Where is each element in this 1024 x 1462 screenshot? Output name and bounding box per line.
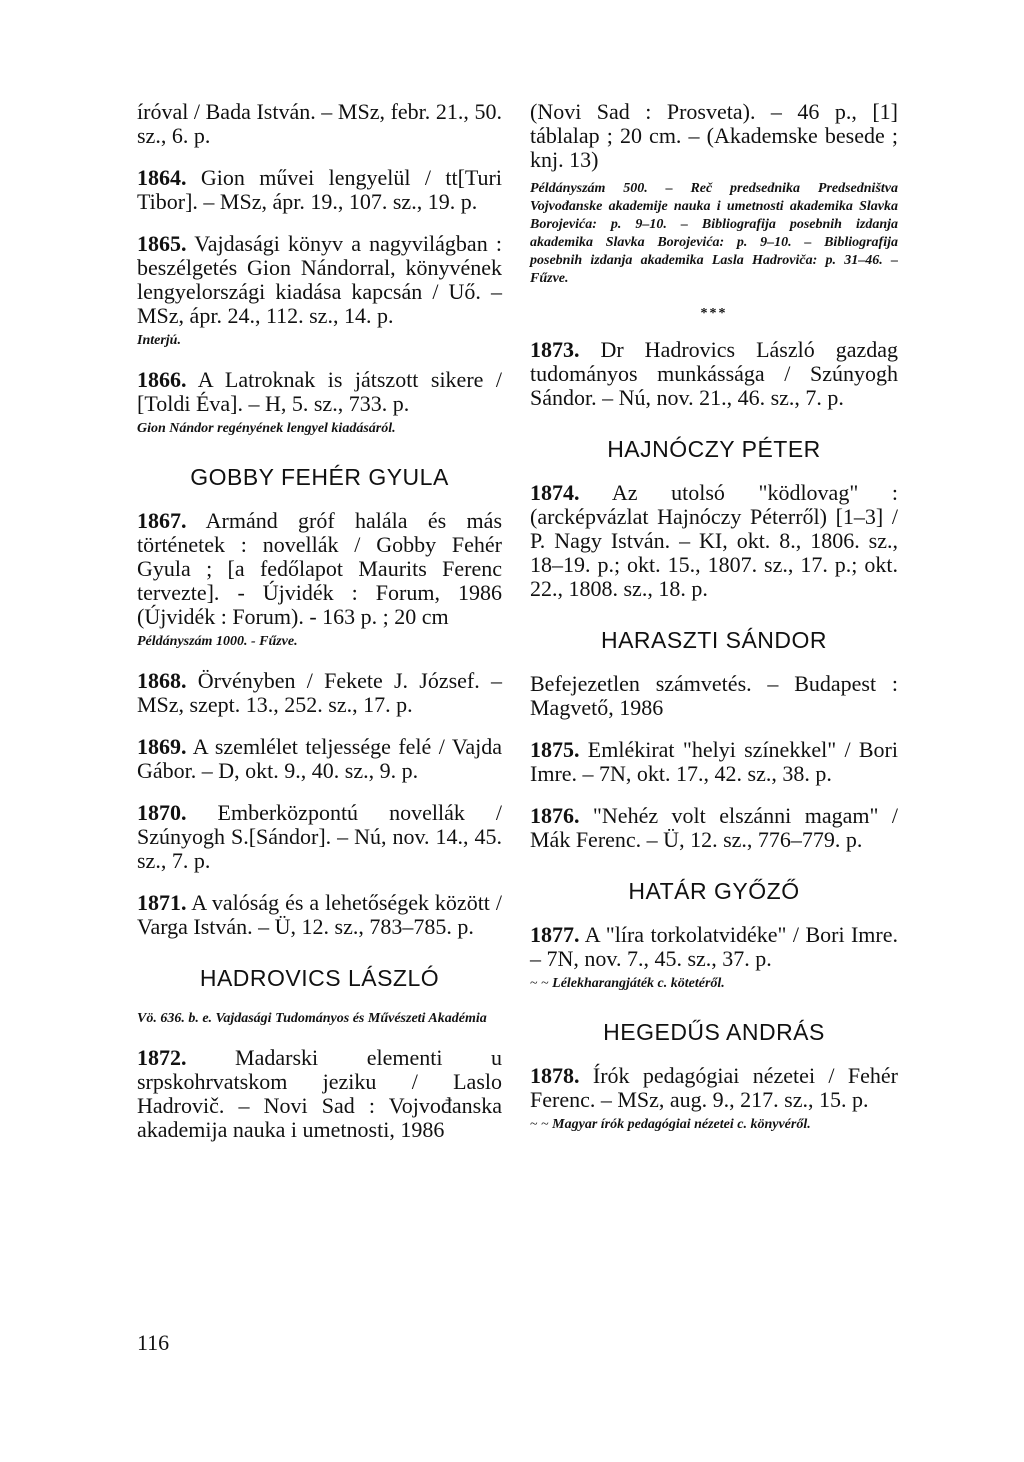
entry-number: 1873. — [530, 337, 580, 362]
entry-text: Emlékirat "helyi színekkel" / Bori Imre. – 7N, okt. 17., 42. sz., 38. p. — [530, 737, 898, 786]
entry-text: Dr Hadrovics László gazdag tudományos munkássága / Szúnyogh Sándor. – Nú, nov. 21., 46. sz., 7. p. — [530, 337, 898, 410]
entry-text: Madarski elementi u srpskohrvatskom jeziku / Laslo Hadrovič. – Novi Sad : Vojvođanska akademija nauka i umetnosti, 1986 — [137, 1045, 502, 1142]
entry-1867 — [137, 509, 502, 629]
left-column — [137, 100, 502, 1160]
entry-text: "Nehéz volt elszánni magam" / Mák Ferenc. – Ü, 12. sz., 776–779. p. — [530, 803, 898, 852]
entry-text: Armánd gróf halála és más történetek : novellák / Gobby Fehér Gyula ; [a fedőlapot Maurits Ferenc tervezte]. - Újvidék : Forum, 1986 (Újvidék : Forum). - 163 p. ; 20 cm — [137, 508, 502, 629]
entry-1875 — [530, 738, 898, 786]
entry-text: Örvényben / Fekete J. József. – MSz, szept. 13., 252. sz., 17. p. — [137, 668, 502, 717]
entry-number: 1866. — [137, 367, 187, 392]
continued-entry: (Novi Sad : Prosveta). – 46 p., [1] táblalap ; 20 cm. – (Akademske besede ; knj. 13) — [530, 99, 898, 172]
author-heading: HAJNÓCZY PÉTER — [607, 436, 821, 462]
entry-1866 — [137, 368, 502, 416]
continued-entry: íróval / Bada István. – MSz, febr. 21., 50. sz., 6. p. — [137, 99, 502, 148]
entry-1865 — [137, 232, 502, 328]
page-number: 116 — [137, 1330, 170, 1355]
entry-note: ~ ~ Lélekharangjáték c. kötetéről. — [530, 975, 898, 993]
entry-1864 — [137, 166, 502, 214]
entry-number: 1878. — [530, 1063, 580, 1088]
author-heading: GOBBY FEHÉR GYULA — [190, 464, 449, 490]
entry-number: 1868. — [137, 668, 187, 693]
entry-1878 — [530, 1064, 898, 1112]
entry-text: A szemlélet teljessége felé / Vajda Gábor. – D, okt. 9., 40. sz., 9. p. — [137, 734, 502, 783]
author-heading: HARASZTI SÁNDOR — [600, 627, 828, 653]
entry-1877 — [530, 923, 898, 971]
entry-number: 1865. — [137, 231, 187, 256]
entry-1870 — [137, 801, 502, 873]
section-separator: *** — [700, 306, 728, 321]
entry-number: 1875. — [530, 737, 580, 762]
entry-1871 — [137, 891, 502, 939]
entry-text: Emberközpontú novellák / Szúnyogh S.[Sándor]. – Nú, nov. 14., 45. sz., 7. p. — [137, 800, 502, 873]
entry-number: 1877. — [530, 922, 580, 947]
entry-1876 — [530, 804, 898, 852]
entry-number: 1870. — [137, 800, 187, 825]
entry-text: A "líra torkolatvidéke" / Bori Imre. – 7N, nov. 7., 45. sz., 37. p. — [530, 922, 898, 971]
entry-text: Gion művei lengyelül / tt[Turi Tibor]. – MSz, ápr. 19., 107. sz., 19. p. — [137, 165, 502, 214]
entry-number: 1871. — [137, 890, 187, 915]
author-heading: HADROVICS LÁSZLÓ — [199, 965, 440, 991]
entry-1873 — [530, 338, 898, 410]
entry-1869 — [137, 735, 502, 783]
entry-1874 — [530, 481, 898, 601]
entry-text: Írók pedagógiai nézetei / Fehér Ferenc. – MSz, aug. 9., 217. sz., 15. p. — [530, 1063, 898, 1112]
book-title-paragraph: Befejezetlen számvetés. – Budapest : Magvető, 1986 — [530, 671, 898, 720]
entry-note: ~ ~ Magyar írók pedagógiai nézetei c. könyvéről. — [530, 1116, 898, 1134]
entry-note: Interjú. — [137, 333, 181, 348]
entry-1868 — [137, 669, 502, 717]
entry-number: 1869. — [137, 734, 187, 759]
right-column — [530, 100, 898, 1152]
entry-note: Példányszám 1000. - Fűzve. — [137, 634, 298, 649]
entry-note: Példányszám 500. – Reč predsednika Predsedništva Vojvođanske akademije nauka i umetnosti akademika Slavka Borojevića: p. 9–10. – Bibliografija posebnih izdanja akademika Slavka Borojevića: p. 9–10. – Bibliografija posebnih izdanja akademika Lasla Hadroviča: p. 31–46. – Fűzve. — [530, 181, 898, 286]
author-heading: HATÁR GYŐZŐ — [628, 878, 800, 904]
entry-text: A valóság és a lehetőségek között / Varga István. – Ü, 12. sz., 783–785. p. — [137, 890, 502, 939]
entry-text: Vajdasági könyv a nagyvilágban : beszélgetés Gion Nándorral, könyvének lengyelországi kiadása kapcsán / Uő. – MSz, ápr. 24., 112. sz., 14. p. — [137, 231, 502, 328]
entry-note: Gion Nándor regényének lengyel kiadásáról. — [137, 421, 396, 436]
entry-text: Az utolsó "ködlovag" : (arcképvázlat Hajnóczy Péterről) [1–3] / P. Nagy István. – KI, okt. 8., 1806. sz., 18–19. p.; okt. 15., 1807. sz., 17. p.; okt. 22., 1808. sz., 18. p. — [530, 480, 898, 601]
entry-1872 — [137, 1046, 502, 1142]
entry-number: 1867. — [137, 508, 187, 533]
entry-text: A Latroknak is játszott sikere / [Toldi Éva]. – H, 5. sz., 733. p. — [137, 367, 502, 416]
entry-number: 1874. — [530, 480, 580, 505]
entry-number: 1872. — [137, 1045, 187, 1070]
entry-number: 1864. — [137, 165, 187, 190]
cross-reference-note: Vö. 636. b. e. Vajdasági Tudományos és Művészeti Akadémia — [137, 1011, 487, 1026]
entry-number: 1876. — [530, 803, 580, 828]
author-heading: HEGEDŰS ANDRÁS — [603, 1019, 825, 1045]
